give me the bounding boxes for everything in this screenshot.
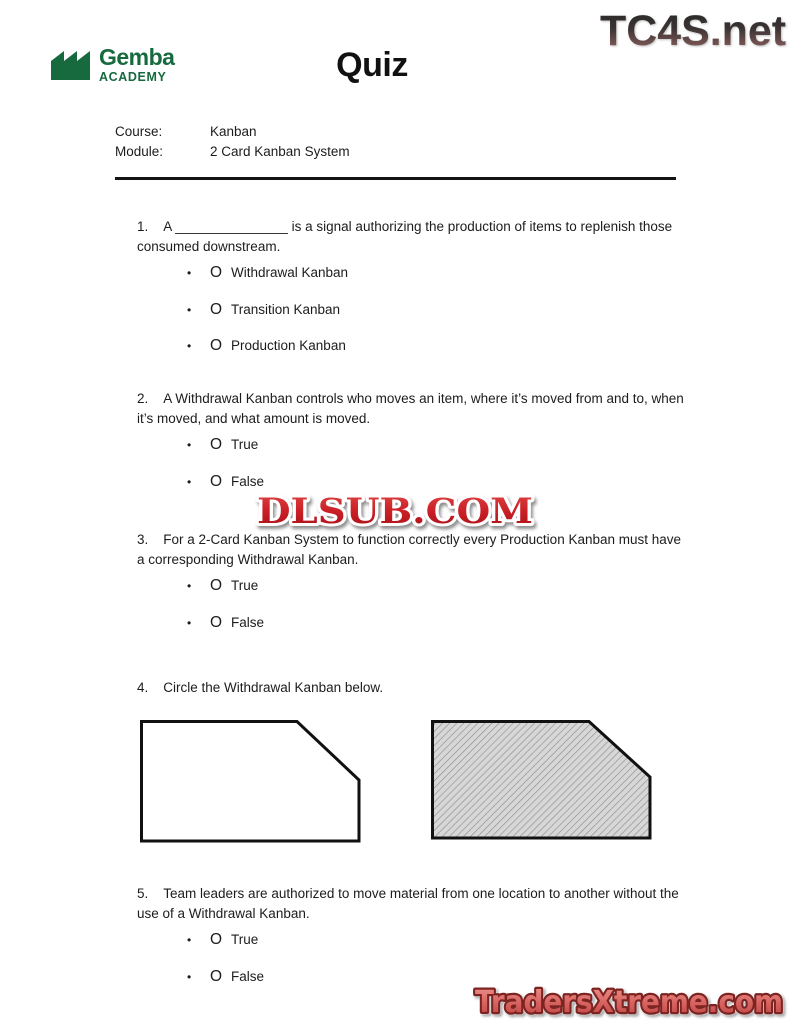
course-row — [115, 122, 350, 142]
bullet-icon: • — [187, 474, 192, 489]
question-3-number: 3. — [137, 532, 149, 547]
radio-icon[interactable]: O — [210, 264, 223, 281]
course-value: Kanban — [210, 124, 257, 139]
question-1-option-3[interactable] — [187, 336, 689, 357]
question-3 — [137, 530, 689, 633]
question-1-number: 1. — [137, 219, 149, 234]
question-1-option-2[interactable] — [187, 300, 689, 321]
bullet-icon: • — [187, 339, 192, 353]
watermark-bottom-right-text: TradersXtreme.com — [475, 985, 783, 1020]
question-1-text: 1. A _______________ is a signal authorizing the production of items to replenish those consumed downstream. — [137, 219, 673, 254]
bullet-icon: • — [187, 266, 192, 280]
option-label: True — [231, 437, 259, 452]
question-2-option-true[interactable] — [187, 435, 689, 456]
logo-sub-text: ACADEMY — [99, 70, 167, 84]
option-label: False — [231, 473, 265, 489]
radio-icon[interactable]: O — [210, 472, 223, 490]
question-4 — [137, 678, 689, 698]
option-label: True — [231, 578, 259, 593]
radio-icon[interactable]: O — [210, 337, 223, 354]
logo-brand-text: Gemba — [99, 44, 175, 70]
watermark-top-right-text: TC4S.net — [600, 7, 786, 55]
bullet-icon: • — [187, 579, 192, 593]
option-label: False — [231, 968, 265, 984]
page-title: Quiz — [336, 46, 408, 84]
question-5 — [137, 884, 689, 987]
radio-icon[interactable]: O — [210, 577, 223, 594]
question-5-option-true[interactable] — [187, 930, 689, 951]
question-3-option-false[interactable] — [187, 613, 689, 634]
question-2 — [137, 389, 689, 492]
bullet-icon: • — [187, 615, 192, 630]
radio-icon[interactable]: O — [210, 931, 223, 948]
bullet-icon: • — [187, 302, 192, 317]
watermark-middle — [250, 487, 540, 535]
radio-icon[interactable]: O — [210, 613, 223, 631]
course-label: Course: — [115, 124, 163, 139]
header-divider — [115, 177, 676, 180]
module-label: Module: — [115, 144, 164, 159]
gemba-academy-logo — [50, 46, 174, 84]
question-5-text: 5. Team leaders are authorized to move material from one location to another without the use of a Withdrawal Kanban. — [137, 886, 679, 921]
question-1 — [137, 217, 689, 357]
question-4-number: 4. — [137, 680, 149, 695]
bullet-icon: • — [187, 438, 192, 452]
question-3-option-true[interactable] — [187, 576, 689, 597]
question-4-text: 4. Circle the Withdrawal Kanban below. — [137, 680, 384, 695]
option-label: Withdrawal Kanban — [231, 265, 349, 280]
question-2-number: 2. — [137, 391, 149, 406]
factory-icon — [50, 46, 94, 82]
radio-icon[interactable]: O — [210, 967, 223, 985]
quiz-meta — [115, 122, 350, 162]
watermark-middle-text: DLSUB.COM — [257, 491, 533, 532]
module-row — [115, 142, 350, 162]
option-label: False — [231, 614, 265, 630]
radio-icon[interactable]: O — [210, 300, 223, 318]
question-2-text: 2. A Withdrawal Kanban controls who moves an item, where it’s moved from and to, when it’s moved, and what amount is moved. — [137, 391, 684, 426]
question-1-option-1[interactable] — [187, 263, 689, 284]
radio-icon[interactable]: O — [210, 436, 223, 453]
option-label: True — [231, 932, 259, 947]
module-value: 2 Card Kanban System — [210, 144, 350, 159]
bullet-icon: • — [187, 933, 192, 947]
option-label: Production Kanban — [231, 338, 346, 353]
plain-card-shape[interactable] — [140, 720, 361, 843]
watermark-top-right — [596, 3, 790, 55]
watermark-bottom-right — [468, 979, 790, 1023]
option-label: Transition Kanban — [231, 301, 341, 317]
question-3-text: 3. For a 2-Card Kanban System to function correctly every Production Kanban must have a corresponding Withdrawal Kanban. — [137, 532, 682, 567]
bullet-icon: • — [187, 969, 192, 984]
question-5-number: 5. — [137, 886, 149, 901]
hatched-card-shape[interactable] — [431, 720, 652, 840]
